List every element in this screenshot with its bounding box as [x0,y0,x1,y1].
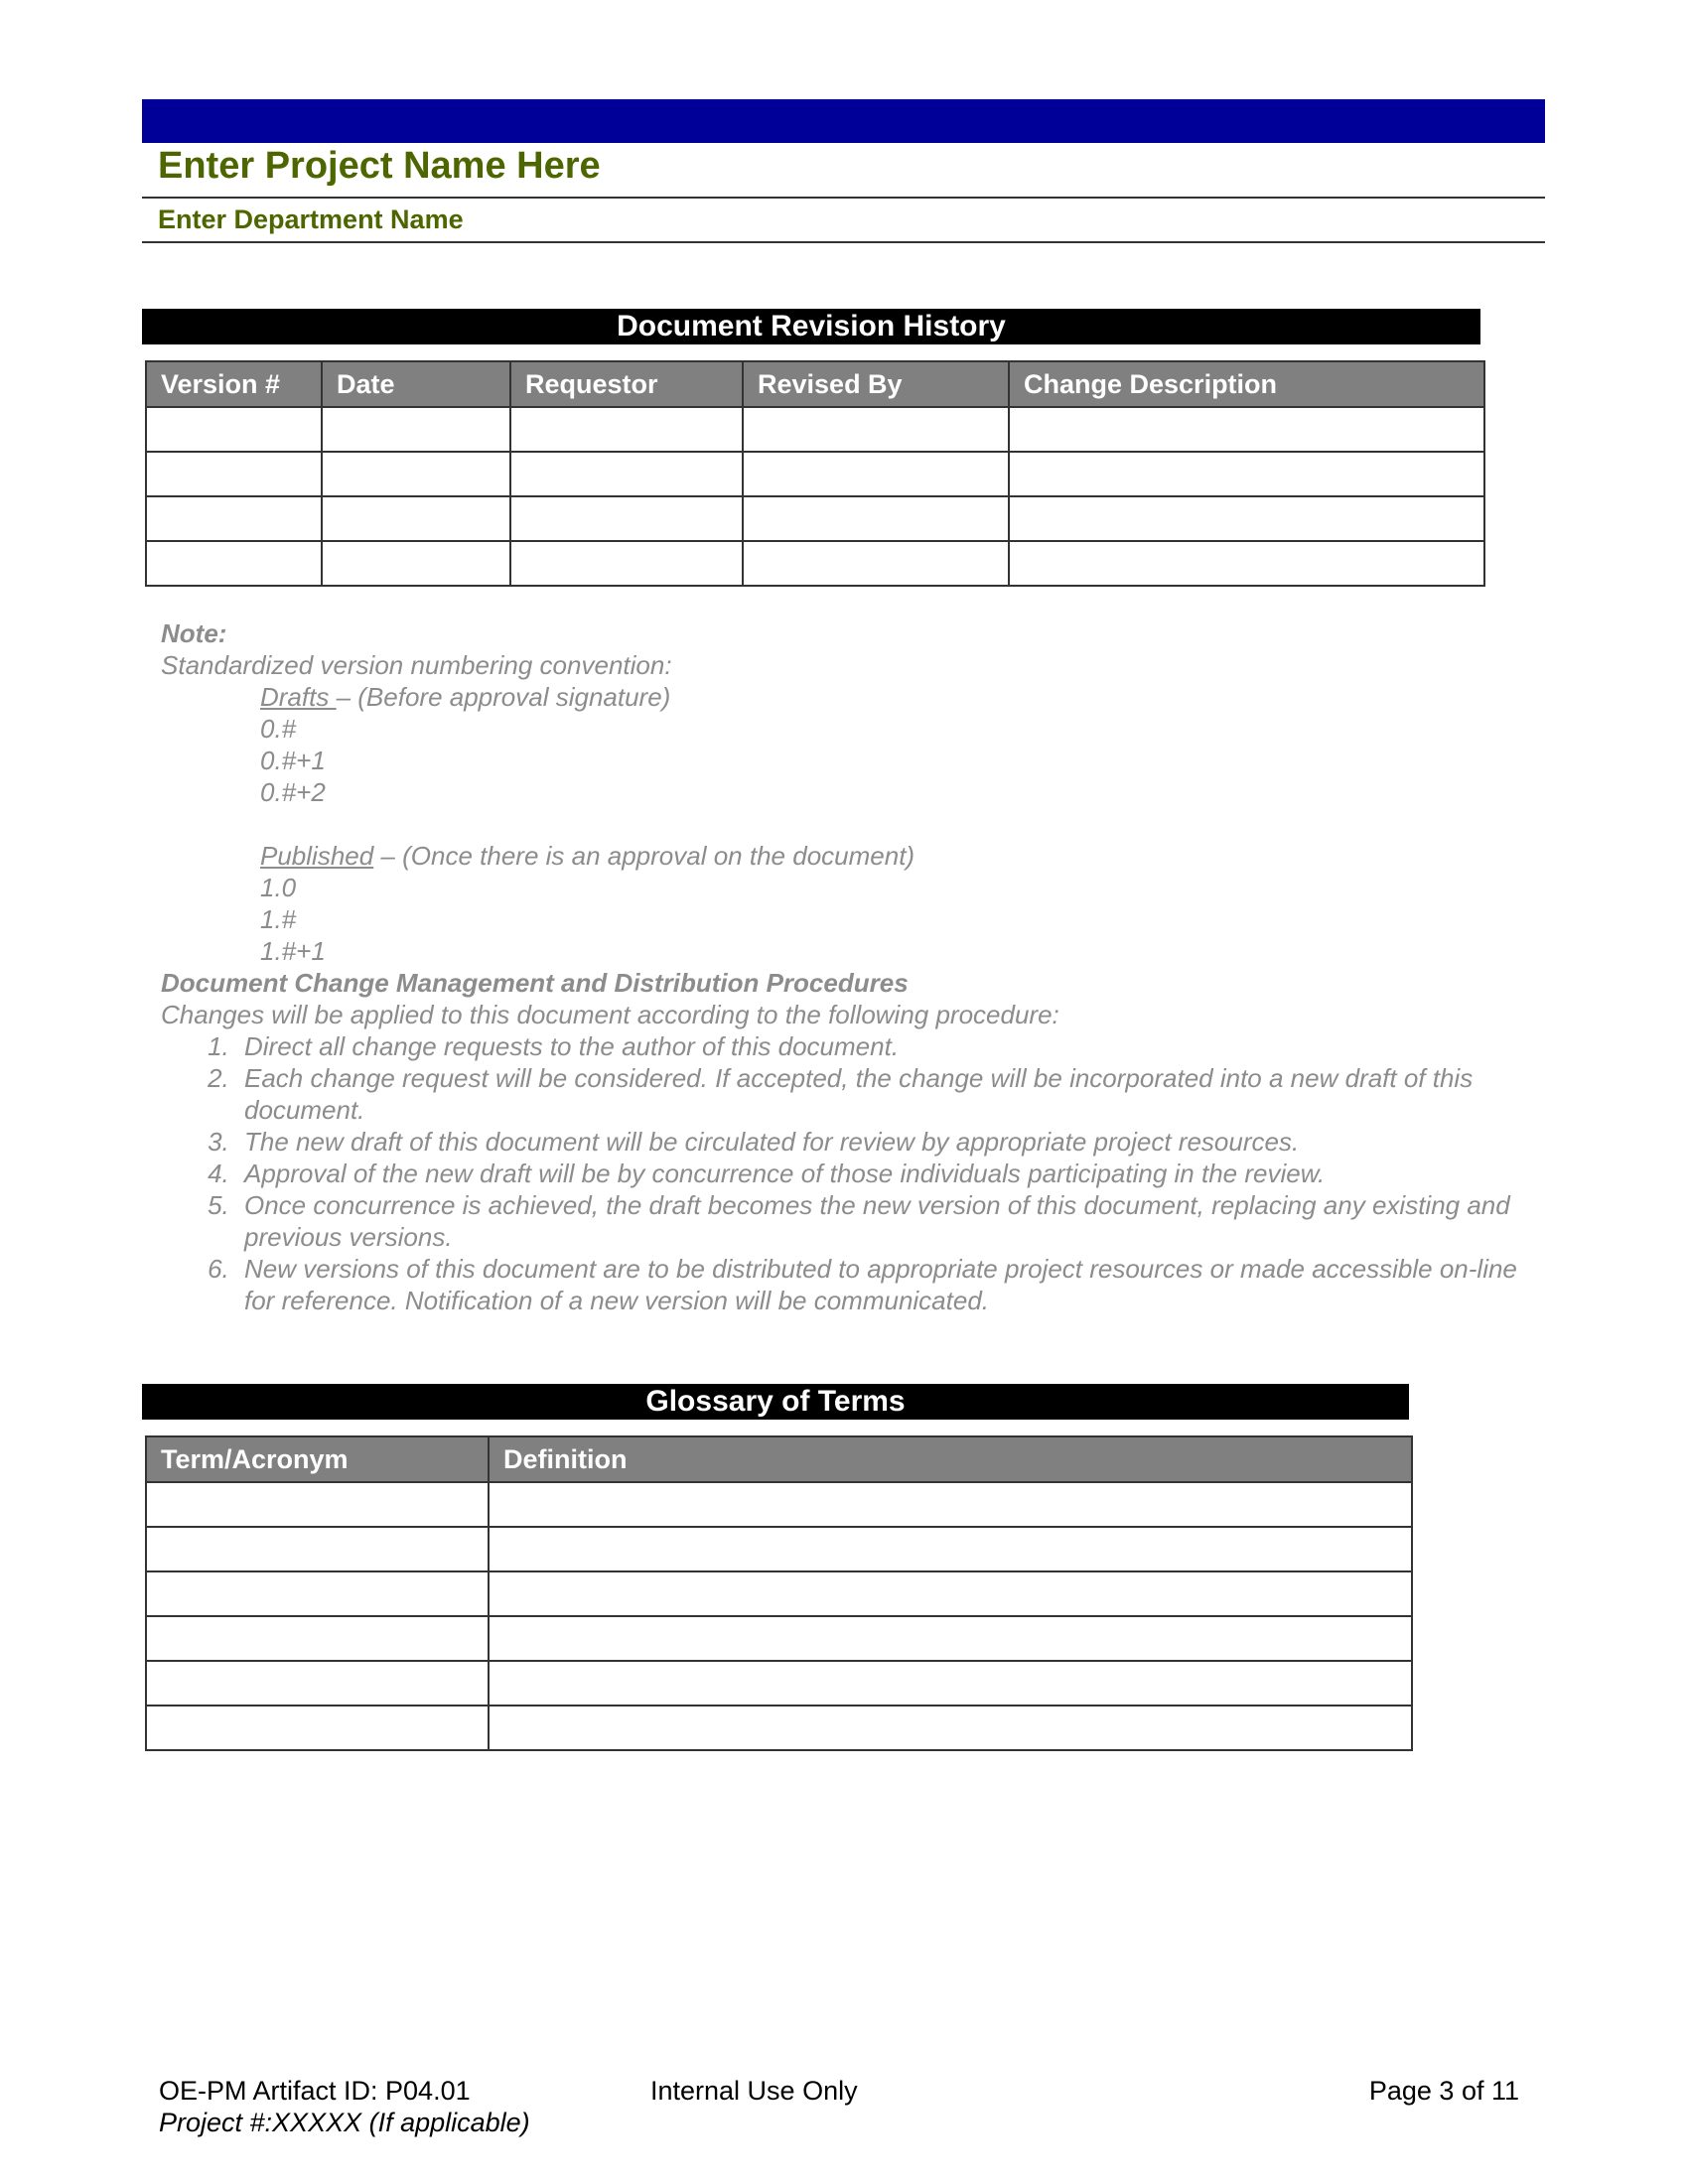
department-name: Enter Department Name [158,205,464,234]
column-header-requestor: Requestor [510,361,743,407]
draft-version-item: 0.#+2 [260,777,326,807]
table-cell[interactable] [489,1571,1412,1616]
header-rule-top [142,197,1545,199]
drafts-label: Drafts [260,682,337,712]
procedures-list [161,1030,1531,1316]
procedure-step: 4. Approval of the new draft will be by concurrence of those individuals participating in the review. [236,1158,1531,1189]
artifact-id: OE-PM Artifact ID: P04.01 [159,2076,471,2106]
drafts-line [161,681,1531,713]
table-row [146,407,1484,452]
version-convention-text: Standardized version numbering convention: [161,650,672,680]
table-row [146,452,1484,496]
table-cell[interactable] [146,496,322,541]
table-cell[interactable] [146,541,322,586]
column-header-version: Version # [146,361,322,407]
spacer [161,808,1531,840]
revision-history-table [145,360,1485,587]
table-cell[interactable] [510,452,743,496]
table-cell[interactable] [489,1616,1412,1661]
table-row [146,541,1484,586]
table-cell[interactable] [146,452,322,496]
procedure-step: 3. The new draft of this document will be circulated for review by appropriate project resources. [236,1126,1531,1158]
table-cell[interactable] [510,541,743,586]
table-cell[interactable] [322,407,510,452]
table-cell[interactable] [322,496,510,541]
table-cell[interactable] [146,1527,489,1571]
published-version-item: 1.0 [260,873,297,902]
header-rule-bottom [142,241,1545,243]
published-label: Published [260,841,374,871]
table-cell[interactable] [1009,496,1484,541]
published-line [161,840,1531,872]
notes-section [161,617,1531,1316]
revision-history-header-row [146,361,1484,407]
published-version-item: 1.# [260,904,297,934]
table-row [146,1571,1412,1616]
column-header-definition: Definition [489,1436,1412,1482]
table-row [146,1482,1412,1527]
table-cell[interactable] [510,407,743,452]
table-row [146,1527,1412,1571]
table-cell[interactable] [743,452,1009,496]
table-cell[interactable] [1009,407,1484,452]
project-name: Enter Project Name Here [158,145,601,187]
draft-version-item: 0.#+1 [260,746,326,775]
glossary-title: Glossary of Terms [142,1384,1409,1420]
procedure-step: 5. Once concurrence is achieved, the draft becomes the new version of this document, replacing any existing and previous versions. [236,1189,1531,1253]
table-cell[interactable] [1009,541,1484,586]
table-cell[interactable] [146,1616,489,1661]
table-cell[interactable] [146,407,322,452]
column-header-term: Term/Acronym [146,1436,489,1482]
table-cell[interactable] [743,407,1009,452]
table-cell[interactable] [1009,452,1484,496]
project-number: Project #:XXXXX (If applicable) [159,2108,530,2137]
table-cell[interactable] [146,1706,489,1750]
table-row [146,496,1484,541]
published-description: – (Once there is an approval on the document) [373,841,915,871]
page-number: Page 3 of 11 [1368,2076,1519,2106]
drafts-description: – (Before approval signature) [336,682,671,712]
classification-label: Internal Use Only [650,2076,858,2106]
table-cell[interactable] [146,1571,489,1616]
table-cell[interactable] [489,1527,1412,1571]
table-row [146,1661,1412,1706]
table-cell[interactable] [322,541,510,586]
table-row [146,1616,1412,1661]
glossary-header-row [146,1436,1412,1482]
footer-left [159,2075,530,2138]
table-cell[interactable] [510,496,743,541]
procedures-intro: Changes will be applied to this document according to the following procedure: [161,1000,1059,1029]
table-cell[interactable] [146,1661,489,1706]
procedures-heading: Document Change Management and Distribution Procedures [161,968,909,998]
glossary-table [145,1435,1413,1751]
draft-version-item: 0.# [260,714,297,744]
table-cell[interactable] [743,496,1009,541]
procedure-step: 2. Each change request will be considered. If accepted, the change will be incorporated into a new draft of this document. [236,1062,1531,1126]
revision-history-title: Document Revision History [142,309,1480,344]
procedure-step: 6. New versions of this document are to be distributed to appropriate project resources or made accessible on-line for reference. Notification of a new version will be communicated. [236,1253,1531,1316]
table-cell[interactable] [146,1482,489,1527]
column-header-date: Date [322,361,510,407]
note-label: Note: [161,618,227,648]
column-header-change-description: Change Description [1009,361,1484,407]
table-cell[interactable] [743,541,1009,586]
header-color-bar [142,99,1545,143]
procedure-step: 1. Direct all change requests to the author of this document. [236,1030,1531,1062]
published-version-item: 1.#+1 [260,936,326,966]
column-header-revised-by: Revised By [743,361,1009,407]
table-row [146,1706,1412,1750]
table-cell[interactable] [489,1661,1412,1706]
table-cell[interactable] [489,1482,1412,1527]
table-cell[interactable] [322,452,510,496]
table-cell[interactable] [489,1706,1412,1750]
